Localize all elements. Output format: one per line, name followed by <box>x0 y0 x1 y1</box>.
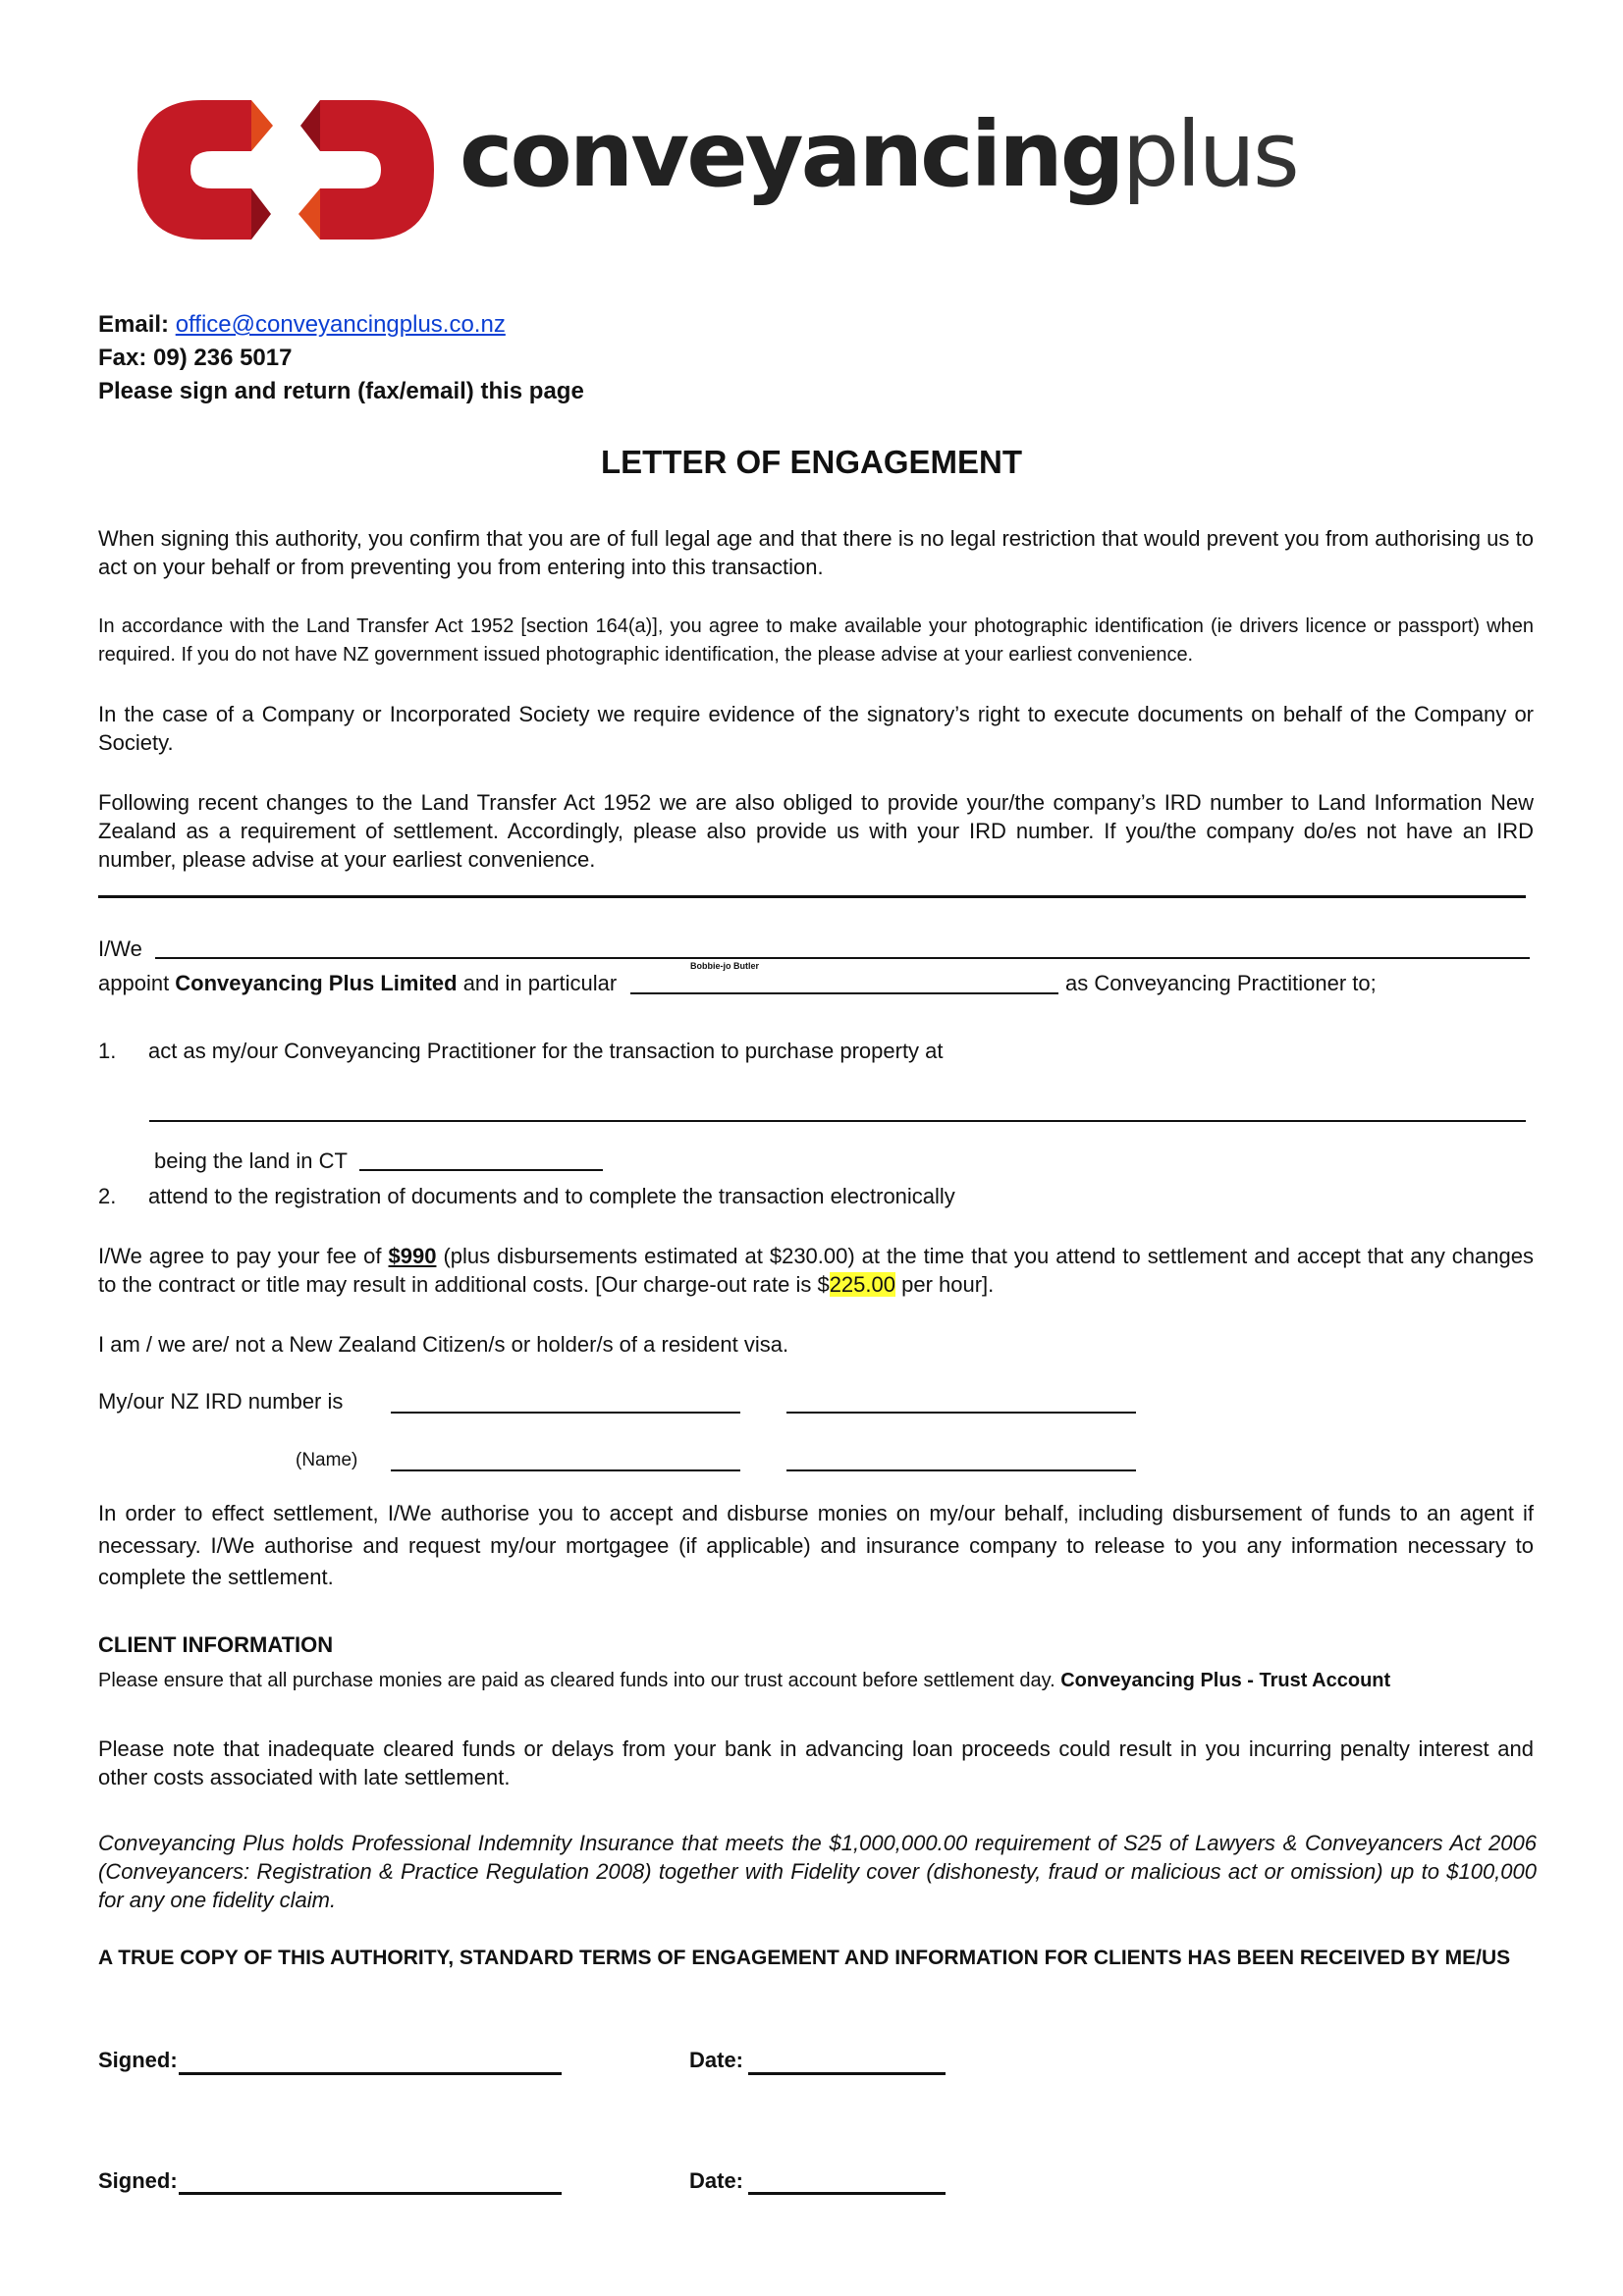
signed-label-1: Signed: <box>98 2048 178 2072</box>
signature-field-2[interactable] <box>179 2192 562 2195</box>
list-item-1: act as my/our Conveyancing Practitioner for the transaction to purchase property at <box>148 1039 944 1063</box>
page-title: LETTER OF ENGAGEMENT <box>601 444 1022 480</box>
as-practitioner-text: as Conveyancing Practitioner to; <box>1065 971 1377 995</box>
logo-word-bold: conveyancing <box>460 102 1122 207</box>
client-name-field[interactable] <box>155 957 1530 959</box>
list-item-1-number: 1. <box>98 1039 117 1063</box>
trust-account-name: Conveyancing Plus - Trust Account <box>1060 1670 1391 1691</box>
section-divider <box>98 895 1526 898</box>
ird-number-field-2[interactable] <box>786 1412 1136 1414</box>
ird-label: My/our NZ IRD number is <box>98 1389 344 1414</box>
paragraph-legal-age: When signing this authority, you confirm that you are of full legal age and that there is no legal restriction that would prevent you from authorising us to act on your behalf or from preventing you from entering into this transaction. <box>98 526 1534 579</box>
fee-amount: $990 <box>388 1244 437 1268</box>
fee-end: per hour]. <box>894 1272 995 1297</box>
date-field-2[interactable] <box>748 2192 946 2195</box>
fax-line: Fax: 09) 236 5017 <box>98 345 293 371</box>
appoint-prefix: appoint <box>98 971 176 995</box>
fee-prefix: I/We agree to pay your fee of <box>98 1244 389 1268</box>
paragraph-company: In the case of a Company or Incorporated Society we require evidence of the signatory’s right to execute documents on behalf of the Company or Society. <box>98 702 1534 755</box>
contact-block <box>98 308 584 408</box>
fee-paragraph <box>98 1242 1534 1299</box>
signed-label-2: Signed: <box>98 2168 178 2193</box>
charge-out-rate: 225.00 <box>829 1272 895 1297</box>
email-link[interactable]: office@conveyancingplus.co.nz <box>175 311 506 338</box>
ird-name-field-2[interactable] <box>786 1469 1136 1471</box>
trust-account-text: Please ensure that all purchase monies are paid as cleared funds into our trust account before settlement day. <box>98 1670 1061 1691</box>
email-line <box>98 308 584 342</box>
insurance-statement: Conveyancing Plus holds Professional Indemnity Insurance that meets the $1,000,000.00 requirement of S25 of Lawyers & Conveyancers Act 2006 (Conveyancers: Registration & Practice Regulation 2008) together with Fidelity cover (dishonesty, fraud or malicious act or omission) up to $100,000 for any one fidelity claim. <box>98 1831 1537 1912</box>
email-label: Email: <box>98 311 170 338</box>
practitioner-name: Bobbie-jo Butler <box>690 961 759 971</box>
logo-word-light: plus <box>1121 102 1297 207</box>
in-particular-text: and in particular <box>457 971 618 995</box>
fee-body: (plus disbursements estimated at $230.00) at the time that you attend to settlement and accept that any changes to the contract or title may result in additional costs. [Our charge-out rate is $ <box>98 1244 1534 1297</box>
appoint-line <box>98 969 617 997</box>
company-logo <box>134 96 1297 243</box>
date-label-1: Date: <box>689 2048 744 2072</box>
settlement-paragraph: In order to effect settlement, I/We authorise you to accept and disburse monies on my/our behalf, including disbursement of funds to an agent if necessary. I/We authorise and request my/our mortgagee (if applicable) and insurance company to release to you any information necessary to complete the settlement. <box>98 1501 1534 1589</box>
paragraph-ird: Following recent changes to the Land Transfer Act 1952 we are also obliged to provide your/the company’s IRD number to Land Information New Zealand as a requirement of settlement. Accordingly, please also provide us with your IRD number. If you/the company do/es not have an IRD number, please advise at your earliest convenience. <box>98 790 1534 872</box>
date-field-1[interactable] <box>748 2072 946 2075</box>
property-address-field[interactable] <box>149 1120 1526 1122</box>
signature-field-1[interactable] <box>179 2072 562 2075</box>
list-item-2: attend to the registration of documents and to complete the transaction electronically <box>148 1184 955 1208</box>
ct-field[interactable] <box>359 1169 603 1171</box>
iwe-label: I/We <box>98 936 142 961</box>
ird-name-label: (Name) <box>296 1450 358 1470</box>
true-copy-statement: A TRUE COPY OF THIS AUTHORITY, STANDARD TERMS OF ENGAGEMENT AND INFORMATION FOR CLIENTS HAS BEEN RECEIVED BY ME/US <box>98 1947 1511 1969</box>
company-name: Conveyancing Plus Limited <box>175 971 458 995</box>
paragraph-photo-id: In accordance with the Land Transfer Act 1952 [section 164(a)], you agree to make available your photographic identification (ie drivers licence or passport) when required. If you do not have NZ government issued photographic identification, the please advise at your earliest convenience. <box>98 615 1534 666</box>
citizen-statement: I am / we are/ not a New Zealand Citizen/s or holder/s of a resident visa. <box>98 1332 789 1357</box>
ird-name-field-1[interactable] <box>391 1469 740 1471</box>
funds-note: Please note that inadequate cleared funds or delays from your bank in advancing loan proceeds could result in you incurring penalty interest and other costs associated with late settlement. <box>98 1736 1534 1789</box>
ct-label: being the land in CT <box>154 1148 348 1173</box>
list-item-2-number: 2. <box>98 1184 117 1208</box>
logo-mark-icon <box>134 96 438 243</box>
ird-number-field-1[interactable] <box>391 1412 740 1414</box>
client-info-heading: CLIENT INFORMATION <box>98 1632 334 1657</box>
trust-account-line <box>98 1670 1390 1692</box>
practitioner-field[interactable] <box>630 992 1058 994</box>
date-label-2: Date: <box>689 2168 744 2193</box>
return-instruction: Please sign and return (fax/email) this page <box>98 378 584 404</box>
